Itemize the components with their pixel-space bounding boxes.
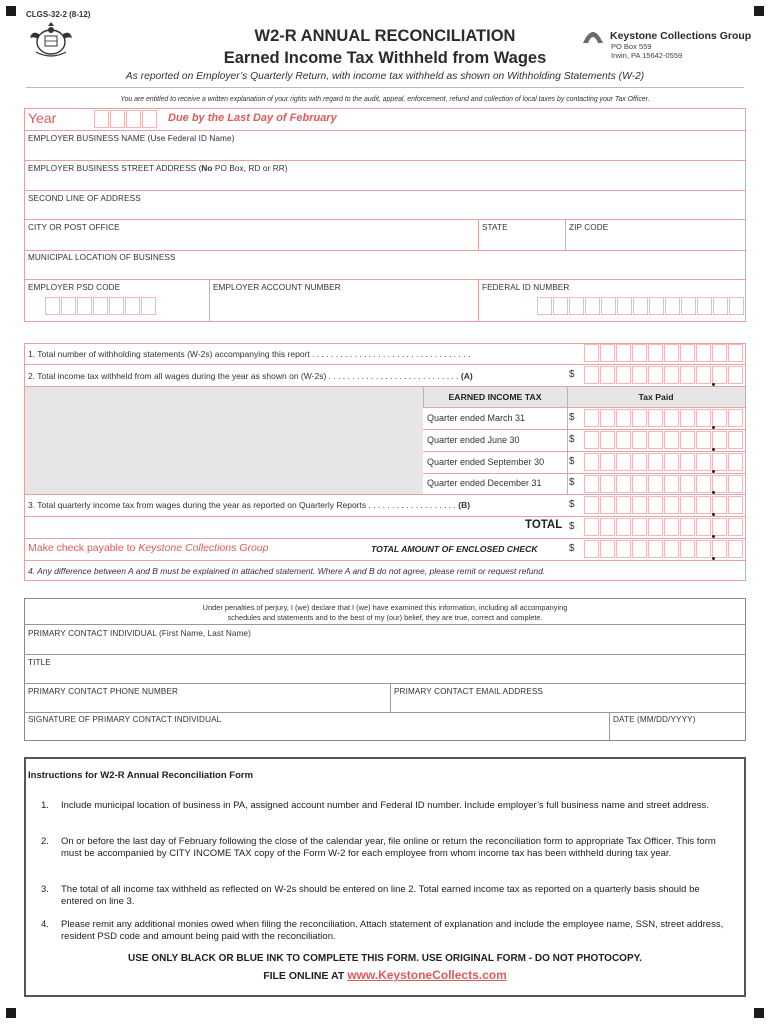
instructions-heading: Instructions for W2-R Annual Reconciliation Form	[28, 770, 254, 781]
quarter-row-3: Quarter ended September 30	[427, 457, 545, 467]
row-divider	[24, 130, 746, 131]
line3-tag: (B)	[458, 500, 471, 510]
street-address-field[interactable]	[28, 164, 288, 173]
total-dollar: $	[569, 521, 575, 532]
form-tagline: As reported on Employer’s Quarterly Return, with income tax withheld as shown on Withholding Statements (W-2)	[125, 71, 645, 82]
instruction-2-text: On or before the last day of February following the close of the calendar year, file online or return the reconciliation form to appropriate Tax Officer. This form must be accompanied by CITY INCOME TAX copy of the Form W-2 for each employee from whom income tax has been withheld during tax year.	[61, 836, 716, 859]
street-address-suffix: PO Box, RD or RR)	[212, 164, 288, 173]
column-divider	[478, 279, 479, 322]
q3-dollar: $	[569, 456, 575, 467]
row-divider	[24, 538, 746, 539]
registration-mark-top-right	[754, 6, 764, 16]
row-divider	[24, 219, 746, 220]
w2-count-boxes[interactable]	[584, 344, 744, 362]
psd-code-label: EMPLOYER PSD CODE	[28, 283, 121, 292]
row-divider	[24, 560, 746, 561]
header-divider	[26, 87, 744, 88]
keystone-logo-icon	[581, 25, 605, 45]
date-field[interactable]: DATE (MM/DD/YYYY)	[613, 715, 696, 724]
check-dollar: $	[569, 543, 575, 554]
quarter-row-1: Quarter ended March 31	[427, 413, 526, 423]
keystone-website-link[interactable]: www.KeystoneCollects.com	[347, 968, 507, 982]
row-divider	[24, 250, 746, 251]
row-divider	[24, 712, 746, 713]
total-amount-boxes[interactable]	[584, 518, 744, 536]
street-address-no: No	[201, 164, 213, 173]
line4-label: 4. Any difference between A and B must be explained in attached statement. Where A and B do not agree, please remit or request refund.	[28, 566, 546, 576]
eit-header-label: EARNED INCOME TAX	[448, 392, 542, 402]
line3-text: 3. Total quarterly income tax from wages during the year as reported on Quarterly Reports . . . . . . . . . . . . . . . . . . .	[28, 500, 456, 510]
row-divider	[24, 683, 746, 684]
line1-label: 1. Total number of withholding statements (W-2s) accompanying this report . . . . . . . . . . . . . . . . . . . . . . . . . . . . . . . . . .	[28, 349, 471, 359]
year-label: Year	[28, 110, 57, 126]
rights-notice: You are entitled to receive a written explanation of your rights with regard to the audit, appeal, enforcement, refund and collection of local taxes by contacting your Tax Officer.	[120, 96, 650, 103]
q2-amount-boxes[interactable]	[584, 431, 744, 449]
company-address-line1: PO Box 559	[611, 42, 652, 51]
q1-amount-boxes[interactable]	[584, 409, 744, 427]
city-field[interactable]: CITY OR POST OFFICE	[28, 223, 120, 232]
column-divider	[567, 407, 568, 494]
row-divider	[24, 279, 746, 280]
row-divider	[423, 407, 745, 408]
row-divider	[24, 516, 746, 517]
tax-paid-header-label: Tax Paid	[638, 392, 674, 402]
row-divider	[24, 364, 746, 365]
federal-id-boxes[interactable]	[537, 297, 745, 315]
column-divider	[609, 712, 610, 741]
line2-label	[28, 371, 473, 381]
company-name: Keystone Collections Group	[610, 30, 752, 42]
perjury-statement-line2: schedules and statements and to the best of my (our) belief, they are true, correct and complete.	[227, 613, 543, 622]
row-divider	[24, 654, 746, 655]
line2-dollar: $	[569, 369, 575, 380]
due-date-label: Due by the Last Day of February	[168, 112, 337, 124]
line3-dollar: $	[569, 499, 575, 510]
instruction-1-num: 1.	[41, 800, 49, 811]
registration-mark-bottom-right	[754, 1008, 764, 1018]
row-divider	[24, 494, 746, 495]
instruction-3-text: The total of all income tax withheld as reflected on W-2s should be entered on line 2. Total earned income tax as reported on a quarterly basis should be entered on line 3.	[61, 884, 700, 907]
signature-field[interactable]: SIGNATURE OF PRIMARY CONTACT INDIVIDUAL	[28, 715, 222, 724]
check-payable-label	[28, 542, 268, 554]
form-subtitle: Earned Income Tax Withheld from Wages	[223, 49, 547, 67]
file-online-prefix: FILE ONLINE AT	[263, 970, 348, 982]
instruction-2-num: 2.	[41, 836, 49, 847]
row-divider	[24, 624, 746, 625]
row-divider	[423, 451, 745, 452]
line2-text: 2. Total income tax withheld from all wages during the year as shown on (W-2s) . . . . . . . . . . . . . . . . . . . . . . . . . . . .	[28, 371, 459, 381]
grey-panel	[25, 387, 423, 494]
q4-amount-boxes[interactable]	[584, 475, 744, 493]
account-number-field[interactable]: EMPLOYER ACCOUNT NUMBER	[213, 283, 341, 292]
second-address-line-field[interactable]: SECOND LINE OF ADDRESS	[28, 194, 141, 203]
q2-dollar: $	[569, 434, 575, 445]
instruction-4-text: Please remit any additional monies owed when filing the reconciliation. Attach statement of explanation and include the employee name, SSN, street address, resident PSD code and amount being paid with the reconciliation.	[61, 919, 724, 942]
email-field[interactable]: PRIMARY CONTACT EMAIL ADDRESS	[394, 687, 543, 696]
total-label: TOTAL	[525, 519, 563, 531]
quarter-row-2: Quarter ended June 30	[427, 435, 520, 445]
check-amount-boxes[interactable]	[584, 540, 744, 558]
row-divider	[24, 160, 746, 161]
row-divider	[423, 473, 745, 474]
federal-id-label: FEDERAL ID NUMBER	[482, 283, 570, 292]
column-divider	[478, 219, 479, 250]
zip-field[interactable]: ZIP CODE	[569, 223, 609, 232]
enclosed-check-label: TOTAL AMOUNT OF ENCLOSED CHECK	[371, 544, 538, 554]
line3-label	[28, 500, 470, 510]
q1-dollar: $	[569, 412, 575, 423]
perjury-statement-line1: Under penalties of perjury, I (we) declare that I (we) have examined this information, including all accompanying	[202, 603, 568, 612]
instruction-3-num: 3.	[41, 884, 49, 895]
company-address-line2: Irwin, PA 15642-0559	[611, 51, 683, 60]
contact-name-field[interactable]: PRIMARY CONTACT INDIVIDUAL (First Name, Last Name)	[28, 629, 251, 638]
psd-code-boxes[interactable]	[45, 297, 157, 315]
row-divider	[24, 190, 746, 191]
q3-amount-boxes[interactable]	[584, 453, 744, 471]
instruction-1-text: Include municipal location of business in PA, assigned account number and Federal ID number. Include employer’s full business name and street address.	[61, 800, 709, 811]
line3-amount-boxes[interactable]	[584, 496, 744, 514]
street-address-label: EMPLOYER BUSINESS STREET ADDRESS (	[28, 164, 202, 173]
instruction-4-num: 4.	[41, 919, 49, 930]
form-title: W2-R ANNUAL RECONCILIATION	[254, 27, 516, 45]
check-payable-name: Keystone Collections Group	[138, 542, 269, 554]
quarter-row-4: Quarter ended December 31	[427, 478, 542, 488]
business-name-field[interactable]: EMPLOYER BUSINESS NAME (Use Federal ID Name)	[28, 134, 235, 143]
title-field[interactable]: TITLE	[28, 658, 51, 667]
line2-tag: (A)	[460, 371, 473, 381]
registration-mark-top-left	[6, 6, 16, 16]
q4-dollar: $	[569, 477, 575, 488]
state-field[interactable]: STATE	[482, 223, 508, 232]
column-divider	[209, 279, 210, 322]
column-divider	[390, 683, 391, 712]
registration-mark-bottom-left	[6, 1008, 16, 1018]
row-divider	[423, 429, 745, 430]
check-payable-prefix: Make check payable to	[28, 542, 139, 554]
municipal-location-field[interactable]: MUNICIPAL LOCATION OF BUSINESS	[28, 253, 176, 262]
form-code: CLGS-32-2 (8-12)	[26, 10, 91, 19]
ink-notice: USE ONLY BLACK OR BLUE INK TO COMPLETE THIS FORM. USE ORIGINAL FORM - DO NOT PHOTOCOPY.	[128, 953, 642, 964]
phone-field[interactable]: PRIMARY CONTACT PHONE NUMBER	[28, 687, 179, 696]
file-online-line	[0, 968, 770, 982]
column-divider	[565, 219, 566, 250]
line2-amount-boxes[interactable]	[584, 366, 744, 384]
year-input-boxes[interactable]	[94, 110, 158, 128]
